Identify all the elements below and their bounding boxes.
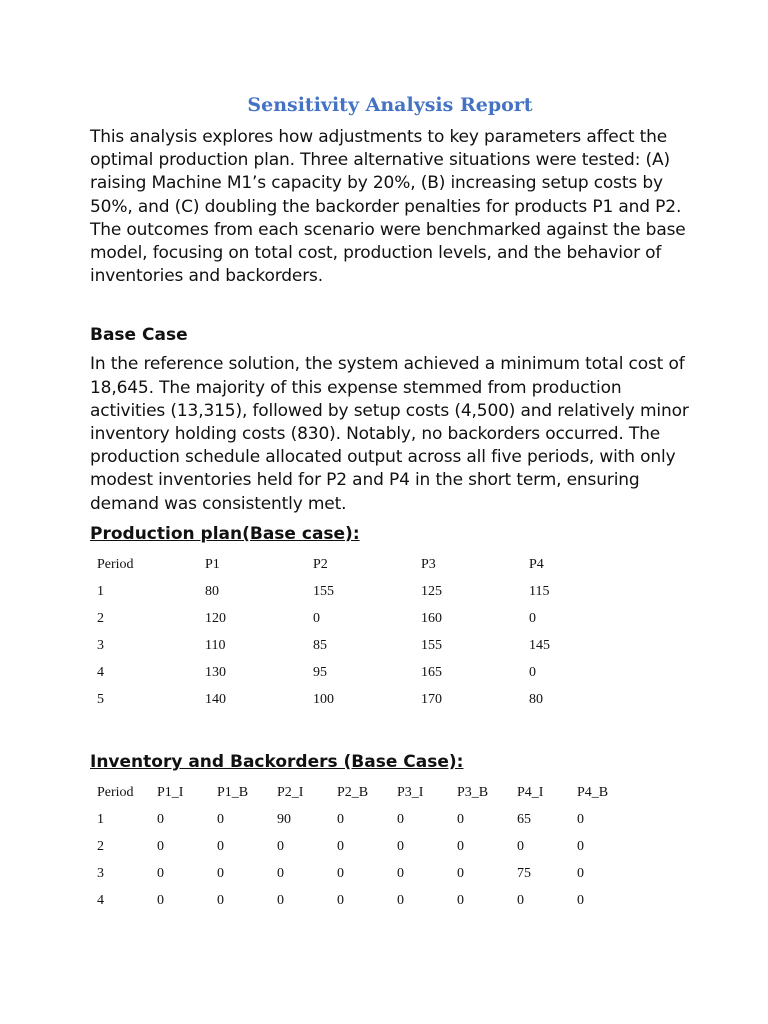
table-header-row (90, 552, 630, 579)
table-header-cell: P3_I (397, 785, 424, 801)
table-cell: 2 (97, 839, 104, 855)
table-header-cell: P3 (421, 557, 436, 573)
table-cell: 165 (421, 665, 442, 681)
document-page (90, 90, 690, 915)
table-cell: 0 (457, 893, 464, 909)
table-cell: 145 (529, 638, 550, 654)
table-row (90, 861, 630, 888)
table-cell: 0 (577, 839, 584, 855)
table-cell: 0 (397, 893, 404, 909)
table-cell: 140 (205, 692, 226, 708)
table-cell: 0 (517, 839, 524, 855)
table-cell: 0 (313, 611, 320, 627)
table-cell: 0 (529, 611, 536, 627)
table-header-cell: P2 (313, 557, 328, 573)
table-header-cell: P3_B (457, 785, 489, 801)
table-cell: 80 (529, 692, 543, 708)
table-cell: 0 (157, 839, 164, 855)
table-cell: 125 (421, 584, 442, 600)
inventory-table (90, 780, 630, 915)
table-cell: 0 (337, 893, 344, 909)
table-cell: 0 (397, 812, 404, 828)
table-cell: 170 (421, 692, 442, 708)
table-row (90, 633, 630, 660)
table-cell: 2 (97, 611, 104, 627)
table-cell: 0 (457, 866, 464, 882)
table-header-cell: P1 (205, 557, 220, 573)
report-title: Sensitivity Analysis Report (247, 94, 533, 116)
table-cell: 4 (97, 893, 104, 909)
table-cell: 0 (157, 893, 164, 909)
table-row (90, 807, 630, 834)
table-cell: 5 (97, 692, 104, 708)
table-cell: 0 (397, 866, 404, 882)
table-cell: 0 (457, 839, 464, 855)
table-header-cell: P4_B (577, 785, 609, 801)
base-case-paragraph: In the reference solution, the system achieved a minimum total cost of 18,645. The majority of this expense stemmed from production activities (13,315), followed by setup costs (4,500) and relatively minor inventory holding costs (830). Notably, no backorders occurred. The production schedule allocated output across all five periods, with only modest inventories held for P2 and P4 in the short term, ensuring demand was consistently met. (90, 354, 689, 514)
table-cell: 0 (457, 812, 464, 828)
table-cell: 155 (421, 638, 442, 654)
table-header-cell: P1_B (217, 785, 249, 801)
table-header-cell: Period (97, 557, 134, 573)
inventory-heading: Inventory and Backorders (Base Case): (90, 751, 464, 772)
table-cell: 1 (97, 584, 104, 600)
production-plan-table (90, 552, 630, 714)
table-cell: 0 (577, 866, 584, 882)
table-cell: 160 (421, 611, 442, 627)
table-row (90, 606, 630, 633)
table-cell: 0 (277, 866, 284, 882)
table-cell: 0 (217, 893, 224, 909)
table-cell: 0 (217, 812, 224, 828)
table-cell: 100 (313, 692, 334, 708)
table-cell: 120 (205, 611, 226, 627)
table-header-row (90, 780, 630, 807)
table-cell: 4 (97, 665, 104, 681)
table-cell: 0 (277, 893, 284, 909)
table-cell: 0 (217, 839, 224, 855)
table-cell: 65 (517, 812, 531, 828)
table-cell: 95 (313, 665, 327, 681)
table-row (90, 579, 630, 606)
base-case-heading: Base Case (90, 325, 188, 346)
table-header-cell: P4 (529, 557, 544, 573)
production-plan-heading: Production plan(Base case): (90, 523, 360, 544)
table-cell: 115 (529, 584, 550, 600)
table-cell: 0 (217, 866, 224, 882)
table-cell: 0 (337, 812, 344, 828)
table-cell: 0 (577, 893, 584, 909)
table-cell: 0 (337, 839, 344, 855)
table-cell: 0 (529, 665, 536, 681)
table-cell: 130 (205, 665, 226, 681)
table-cell: 0 (157, 866, 164, 882)
table-row (90, 687, 630, 714)
table-header-cell: P2_B (337, 785, 369, 801)
table-cell: 3 (97, 866, 104, 882)
table-cell: 85 (313, 638, 327, 654)
table-header-cell: P4_I (517, 785, 544, 801)
table-cell: 110 (205, 638, 226, 654)
table-header-cell: P1_I (157, 785, 184, 801)
table-cell: 1 (97, 812, 104, 828)
table-cell: 0 (277, 839, 284, 855)
table-cell: 155 (313, 584, 334, 600)
table-row (90, 834, 630, 861)
intro-paragraph: This analysis explores how adjustments to key parameters affect the optimal production plan. Three alternative situations were tested: (A) raising Machine M1’s capacity by 20%, (B) increasing setup costs by 50%, and (C) doubling the backorder penalties for products P1 and P2. The outcomes from each scenario were benchmarked against the base model, focusing on total cost, production levels, and the behavior of inventories and backorders. (90, 127, 686, 287)
table-row (90, 888, 630, 915)
table-cell: 0 (337, 866, 344, 882)
table-cell: 0 (517, 893, 524, 909)
table-cell: 3 (97, 638, 104, 654)
table-cell: 0 (577, 812, 584, 828)
table-cell: 80 (205, 584, 219, 600)
table-header-cell: Period (97, 785, 134, 801)
table-cell: 0 (157, 812, 164, 828)
table-row (90, 660, 630, 687)
table-cell: 75 (517, 866, 531, 882)
table-cell: 0 (397, 839, 404, 855)
table-header-cell: P2_I (277, 785, 304, 801)
table-cell: 90 (277, 812, 291, 828)
